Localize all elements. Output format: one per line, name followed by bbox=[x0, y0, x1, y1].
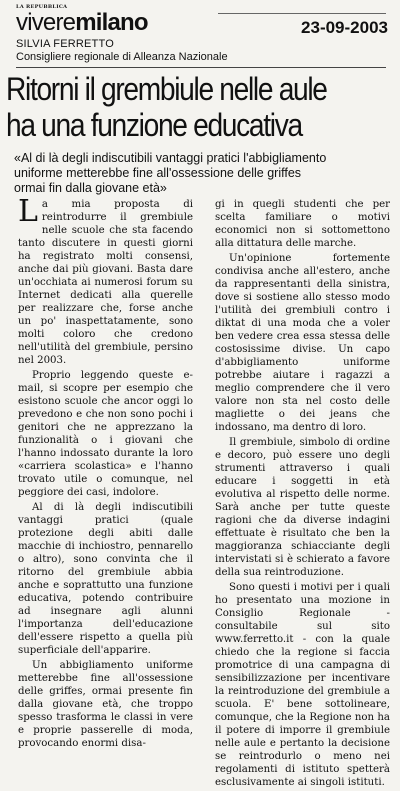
paragraph: Un abbigliamento uniforme metterebbe fine all'ossessione delle griffes, ormai presente fin dalla giovane età, che troppo spesso trasforma le classi in vere e proprie passerelle di moda, provocando enormi disa- bbox=[18, 660, 193, 749]
author-name: SILVIA FERRETTO bbox=[16, 38, 114, 50]
article-deck: «Al di là degli indiscutibili vantaggi pratici l'abbigliamento uniforme metterebbe fine all'ossessione delle griffes ormai fin dalla giovane età» bbox=[14, 151, 327, 195]
paragraph: Al di là degli indiscutibili vantaggi pratici (quale protezione degli abiti dalle macchie di inchiostro, pennarello o altro), sono convinta che il ritorno del grembiule abbia anche e soprattutto una funzione educativa, potendo contribuire ad insegnare agli alunni l'importanza dell'educazione dell'essere rispetto a quella più superficiale dell'apparire. bbox=[18, 502, 193, 656]
drop-cap: L bbox=[18, 194, 38, 229]
paragraph: Il grembiule, simbolo di ordine e decoro, può essere uno degli strumenti attraverso i quali educare i soggetti in età evolutiva al rispetto delle norme. Sarà anche per tutte queste ragioni che da diverse indagini effettuate è risultato che ben la maggioranza schiacciante degli intervistati si è schierato a favore della sua reintroduzione. bbox=[215, 437, 390, 578]
paragraph: Sono questi i motivi per i quali ho presentato una mozione in Consiglio Regionale - consultabile sul sito www.ferretto.it - con la quale chiedo che la regione si faccia promotrice di una campagna di sensibilizzazione per incentivare la reintroduzione del grembiule a scuola. E' bene sottolineare, comunque, che la Regione non ha il potere di imporre il grembiule nelle aule e pertanto la decisione se reintrodurlo o meno nei regolamenti di istituto spetterà esclusivamente ai singoli istituti. bbox=[215, 582, 390, 788]
masthead bbox=[16, 4, 388, 74]
paragraph-text: a mia proposta di reintrodurre il grembiule nelle scuole che sta facendo tanto discutere in questi giorni ha registrato molti consensi, anche dai più giovani. Basta dare un'occhiata ai numerosi forum su Internet dedicati alla querelle per realizzare che, forse anche un po' inaspettatamente, sono molti coloro che credono nell'utilità del grembiule, persino nel 2003. bbox=[18, 199, 193, 366]
paragraph: Proprio leggendo queste e-mail, si scopre per esempio che esistono scuole che ancor oggi lo prevedono e che non sono pochi i genitori che ne apprezzano la funzionalità o i giovani che l'hanno indossato durante la loro «carriera scolastica» e l'hanno trovato utile o comunque, nel peggiore dei casi, indolore. bbox=[18, 370, 193, 498]
headline-line-1: Ritorni il grembiule nelle aule bbox=[6, 71, 327, 107]
paragraph: gi in quegli studenti che per scelta familiare o motivi economici non si sottomettono alla dittatura delle marche. bbox=[215, 199, 390, 249]
article-column-right bbox=[215, 198, 390, 791]
article-column-left bbox=[18, 194, 193, 752]
headline-line-2: ha una funzione educativa bbox=[6, 107, 302, 143]
author-role: Consigliere regionale di Alleanza Nazionale bbox=[16, 51, 228, 63]
section-title-part1: vivere bbox=[16, 9, 76, 36]
section-title bbox=[16, 10, 148, 36]
newspaper-logo: LA REPUBBLICA bbox=[16, 4, 68, 10]
paragraph: Un'opinione fortemente condivisa anche all'estero, anche da rappresentanti della sinistra, dove si sostiene allo stesso modo l'utilità dei grembiuli contro i diktat di una moda che a voler ben vedere crea essa stessa delle costosissime divise. Un capo d'abbigliamento uniforme potrebbe aiutare i ragazzi a meglio comprendere che il vero valore non sta nel costo delle magliette o dei jeans che indossano, ma dentro di loro. bbox=[215, 253, 390, 433]
paragraph bbox=[18, 194, 193, 367]
publication-date: 23-09-2003 bbox=[301, 18, 388, 37]
masthead-rule bbox=[218, 13, 386, 14]
header-divider bbox=[16, 67, 386, 68]
article-headline bbox=[6, 71, 349, 143]
section-title-part2: milano bbox=[75, 9, 148, 36]
